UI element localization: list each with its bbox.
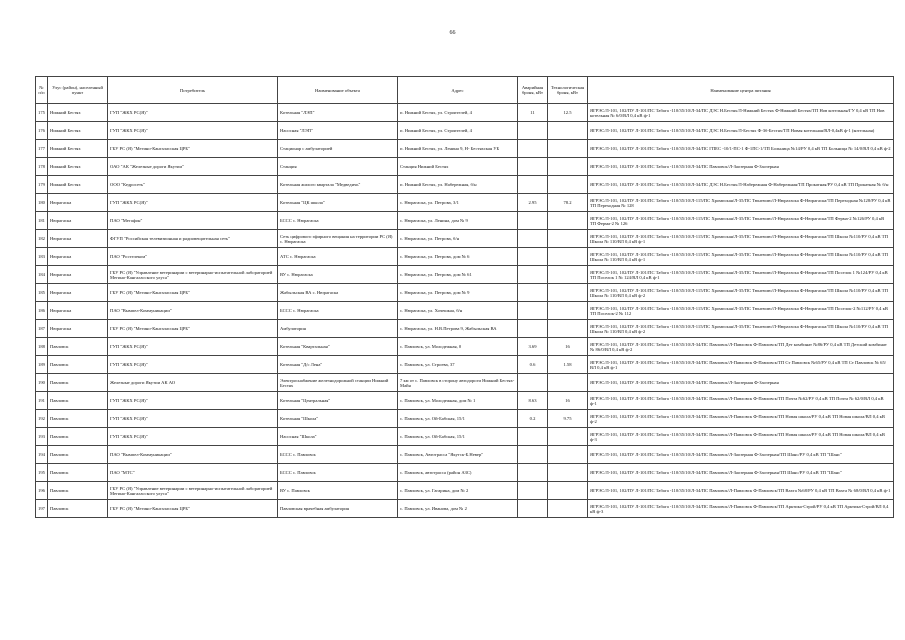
cell-object: Котельная "ЛЭП" (278, 104, 398, 122)
cell-number: 180 (36, 194, 48, 212)
cell-district: Нижний Бестях (48, 176, 108, 194)
cell-object: Котельная жилого квартала "Медведичь" (278, 176, 398, 194)
cell-object: Котельная "Д/с Лена" (278, 356, 398, 374)
cell-address: 7 км от с. Павловск в сторону автодороги Нижний Бестях-Майя (398, 374, 518, 392)
cell-technological-reserve (548, 230, 588, 248)
cell-emergency-reserve (518, 248, 548, 266)
table-row (36, 500, 894, 518)
table-row (36, 140, 894, 158)
table-row (36, 392, 894, 410)
cell-technological-reserve (548, 140, 588, 158)
cell-address: с. Нюрагаска, ул. Петрова, дом № 6 (398, 248, 518, 266)
table-row (36, 446, 894, 464)
cell-emergency-reserve: 11 (518, 104, 548, 122)
cell-object: Жабыльская ВА с. Нюрагаска (278, 284, 398, 302)
cell-object: Котельная "Квартальная" (278, 338, 398, 356)
cell-power-center: ЯГРЭС/Л-101, 102/ПУ Л-101/ПС Табага -110/35/10/Л-34/ПС Павловск/Л-Павловск Ф-Павловск/ТП Новая школа/РУ 0,4 кВ ТП Новая школа/ВЛ 0,4 кВ ф-2 (588, 410, 894, 428)
cell-address: с. Павловск, ул. Ой-Бабская, 15/1 (398, 428, 518, 446)
cell-object: БССС с. Павловск (278, 446, 398, 464)
cell-address: с. Нюрагаска, ул. Н.В.Петрова 9, Жабыльская ВА (398, 320, 518, 338)
cell-object: Станция (278, 158, 398, 176)
cell-technological-reserve: 16 (548, 338, 588, 356)
cell-district: Павловск (48, 374, 108, 392)
cell-consumer: ГУП "ЖКХ РС(Я)" (108, 122, 278, 140)
cell-number: 192 (36, 410, 48, 428)
cell-object: Насосная "ЛЭП" (278, 122, 398, 140)
cell-district: Нюрагаска (48, 248, 108, 266)
cell-technological-reserve: 78.2 (548, 194, 588, 212)
cell-technological-reserve: 1.58 (548, 356, 588, 374)
cell-consumer: ПАО "Мегафон" (108, 212, 278, 230)
cell-number: 186 (36, 302, 48, 320)
cell-number: 178 (36, 158, 48, 176)
cell-district: Нюрагаска (48, 230, 108, 248)
cell-power-center: ЯГРЭС/Л-101, 102/ПУ Л-101/ПС Табага -110/35/10/Л-115/ПС Хромпская/Л-35/ПС Тюнгюлю/Л-Нюрагаска Ф-Нюрагаска/ТП Поселок-2 №112/РУ 0,4 кВ ТП Поселок-2 № 112 (588, 302, 894, 320)
cell-power-center: ЯГРЭС/Л-101, 102/ПУ Л-101/ПС Табага -110/35/10/Л-34/ПС Павловск/Л-Заозерная Ф-Заозерная (588, 374, 894, 392)
cell-object: Амбулатория (278, 320, 398, 338)
cell-emergency-reserve (518, 464, 548, 482)
cell-district: Павловск (48, 482, 108, 500)
cell-consumer: ГБУ РС (Я) "Управление ветеринарии с ветеринарно-испытательной лабораторией Мегино-Кангаласского улуса" (108, 266, 278, 284)
cell-object: БССС с. Павловск (278, 464, 398, 482)
cell-consumer: ПАО "МТС" (108, 464, 278, 482)
cell-power-center: ЯГРЭС/Л-101, 102/ПУ Л-101/ПС Табага -110/35/10/Л-34/ПС ГПЕС -10/1-ПС-1 Ф-1ПС-1/ТП Больница №14/РУ 0,4 кВ ТП Больница № 14/0/ВЛ 0,4 кВ ф-2 (588, 140, 894, 158)
cell-technological-reserve: 12.5 (548, 104, 588, 122)
cell-district: Павловск (48, 338, 108, 356)
cell-consumer: ПАО "Вымпел-Коммуникации" (108, 446, 278, 464)
cell-technological-reserve (548, 176, 588, 194)
cell-number: 179 (36, 176, 48, 194)
cell-emergency-reserve: 3.69 (518, 338, 548, 356)
table-row (36, 464, 894, 482)
cell-address: п. Нижний Бестях, ул. Набережная, б/н (398, 176, 518, 194)
cell-address: с. Нюрагаска, ул. Хочешкаа, б/н (398, 302, 518, 320)
table-row (36, 284, 894, 302)
cell-number: 177 (36, 140, 48, 158)
cell-power-center: ЯГРЭС/Л-101, 102/ПУ Л-101/ПС Табага -110/35/10/Л-34/ПС Павловск/Л-Заозерная Ф-Заозерная (588, 158, 894, 176)
cell-district: Нюрагаска (48, 284, 108, 302)
table-row (36, 194, 894, 212)
cell-consumer: ГУП "ЖКХ РС(Я)" (108, 356, 278, 374)
cell-power-center: ЯГРЭС/Л-101, 102/ПУ Л-101/ПС Табага -110/35/10/Л-34/ПС ДЭС Н.Бестях/Л-Нижний Бестях Ф-Нижний Бестях/ТП Нов котельная/ГУ 0,4 кВ ТП Нов котельная № 6/0/ВЛ 0,4 кВ ф-1 (588, 104, 894, 122)
cell-consumer: ГУП "ЖКХ РС(Я)" (108, 392, 278, 410)
cell-object: АТС с. Нюрагаска (278, 248, 398, 266)
cell-district: Нюрагаска (48, 194, 108, 212)
table-row (36, 482, 894, 500)
cell-emergency-reserve: 8.63 (518, 392, 548, 410)
cell-consumer: ОАО "АК "Железные дороги Якутии" (108, 158, 278, 176)
cell-address: с. Павловск, ул. Молодежная, 0 (398, 338, 518, 356)
cell-consumer: ГБУ РС (Я) "Управление ветеринарии с ветеринарно-испытательной лабораторией Мегино-Кангаласского улуса" (108, 482, 278, 500)
table-row (36, 320, 894, 338)
cell-number: 190 (36, 374, 48, 392)
cell-district: Павловск (48, 356, 108, 374)
cell-consumer: ООО "Кедросеть" (108, 176, 278, 194)
table-row (36, 158, 894, 176)
cell-consumer: ГБУ РС (Я) "Мегино-Кангаласская ЦРБ" (108, 284, 278, 302)
cell-emergency-reserve (518, 230, 548, 248)
cell-power-center: ЯГРЭС/Л-101, 102/ПУ Л-101/ПС Табага -110/35/10/Л-34/ПС Павловск/Л-Павловск Ф-Павловск/ТП Новая школа/РУ 0,4 кВ ТП Новая школа/ВЛ 0,4 кВ ф-3 (588, 428, 894, 446)
cell-consumer: ФГУП "Российская телевизионная и радиовещательная сеть" (108, 230, 278, 248)
cell-emergency-reserve (518, 302, 548, 320)
cell-number: 197 (36, 500, 48, 518)
cell-consumer: ГБУ РС (Я) "Мегино-Кангаласская ЦРБ" (108, 140, 278, 158)
cell-number: 181 (36, 212, 48, 230)
cell-district: Нюрагаска (48, 302, 108, 320)
cell-object: Котельная "Школа" (278, 410, 398, 428)
cell-consumer: ПАО "Вымпел-Коммуникации" (108, 302, 278, 320)
cell-power-center: ЯГРЭС/Л-101, 102/ПУ Л-101/ПС Табага -110/35/10/Л-115/ПС Хромпская/Л-35/ПС Тюнгюлю/Л-Нюрагаска Ф-Нюрагаска/ТП Школа №110/РУ 0,4 кВ ТП Школа № 110/ВЛ 0,4 кВ ф-1 (588, 230, 894, 248)
table-row (36, 248, 894, 266)
cell-power-center: ЯГРЭС/Л-101, 102/ПУ Л-101/ПС Табага -110/35/10/Л-34/ПС Павловск/Л-Павловск Ф-Павловск/ТП Ст Павловск №65/РУ 0,4 кВ ТП Ст Павловск № 65/ВЛ 0,4 кВ ф-1 (588, 356, 894, 374)
cell-object: ВУ с. Нюрагаска (278, 266, 398, 284)
cell-address: п. Нижний Бестях, ул. Ленина 9, Н- Бестяхская УБ (398, 140, 518, 158)
cell-power-center: ЯГРЭС/Л-101, 102/ПУ Л-101/ПС Табага -110/35/10/Л-115/ПС Хромпская/Л-35/ПС Тюнгюлю/Л-Нюрагаска Ф-Нюрагаска/ТП Школа №110/РУ 0,4 кВ ТП Школа № 110/ВЛ 0,4 кВ ф-2 (588, 320, 894, 338)
cell-power-center: ЯГРЭС/Л-101, 102/ПУ Л-101/ПС Табага -110/35/10/Л-115/ПС Хромпская/Л-35/ПС Тюнгюлю/Л-Нюрагаска Ф-Нюрагаска/ТП Поселок 1 №124/РУ 0,4 кВ ТП Поселок 1 № 124/ВЛ 0,4 кВ ф-1 (588, 266, 894, 284)
cell-technological-reserve (548, 122, 588, 140)
cell-technological-reserve (548, 248, 588, 266)
cell-technological-reserve: 16 (548, 392, 588, 410)
cell-technological-reserve (548, 320, 588, 338)
cell-consumer: ГБУ РС (Я) "Мегино-Кангаласская ЦРБ" (108, 500, 278, 518)
cell-object: Электроснабжение железнодорожной станции Нижний Бестях (278, 374, 398, 392)
cell-technological-reserve (548, 374, 588, 392)
cell-power-center: ЯГРЭС/Л-101, 102/ПУ Л-101/ПС Табага -110/35/10/Л-34/ПС Павловск/Л-Заозерная Ф-Заозерная/ТП Шанс/РУ 0,4 кВ ТП "Шанс" (588, 464, 894, 482)
table-row (36, 266, 894, 284)
cell-power-center: ЯГРЭС/Л-101, 102/ПУ Л-101/ПС Табага -110/35/10/Л-34/ПС ДЭС Н.Бестях/Л-Набережная Ф-Набережная/ТП Прокатная/РУ 0,4 кВ ТП Прокатная № б/н (588, 176, 894, 194)
cell-technological-reserve (548, 302, 588, 320)
cell-emergency-reserve: 0.6 (518, 356, 548, 374)
cell-district: Павловск (48, 392, 108, 410)
column-header-object: Наименование объекта (278, 77, 398, 104)
cell-district: Павловск (48, 464, 108, 482)
cell-object: Котельная "Центральная" (278, 392, 398, 410)
column-header-power-center: Наименование центра питания (588, 77, 894, 104)
cell-district: Павловск (48, 428, 108, 446)
table-row (36, 356, 894, 374)
cell-object: Стационар с амбулаторией (278, 140, 398, 158)
cell-district: Нюрагаска (48, 212, 108, 230)
cell-power-center: ЯГРЭС/Л-101, 102/ПУ Л-101/ПС Табага -110/35/10/Л-34/ПС Павловск/Л-Заозерная Ф-Заозерная/ТП Шанс/РУ 0,4 кВ ТП "Шанс" (588, 446, 894, 464)
cell-consumer: ГБУ РС (Я) "Мегино-Кангаласская ЦРБ" (108, 320, 278, 338)
cell-technological-reserve (548, 428, 588, 446)
cell-emergency-reserve (518, 140, 548, 158)
cell-district: Павловск (48, 500, 108, 518)
cell-number: 191 (36, 392, 48, 410)
cell-number: 187 (36, 320, 48, 338)
table-row (36, 410, 894, 428)
column-header-consumer: Потребитель (108, 77, 278, 104)
table-row (36, 122, 894, 140)
cell-power-center: ЯГРЭС/Л-101, 102/ПУ Л-101/ПС Табага -110/35/10/Л-34/ПС Павловск/Л-Павловск Ф-Павловск/ТП Вахта №68/РУ 0,4 кВ ТП Вахта № 68/0/ВЛ 0,4 кВ ф-1 (588, 482, 894, 500)
cell-address: п. Нижний Бестях, ул. Строителей, 4 (398, 122, 518, 140)
cell-power-center: ЯГРЭС/Л-101, 102/ПУ Л-101/ПС Табага -110/35/10/Л-34/ПС Павловск/Л-Павловск Ф-Павловск/ТП Арктика-Строй/РУ 0,4 кВ ТП Арктика-Строй/ВЛ 0,4 кВ ф-3 (588, 500, 894, 518)
cell-consumer: ГУП "ЖКХ РС(Я)" (108, 104, 278, 122)
cell-district: Павловск (48, 410, 108, 428)
cell-district: Нижний Бестях (48, 140, 108, 158)
cell-technological-reserve (548, 464, 588, 482)
cell-object: Насосная "Школа" (278, 428, 398, 446)
cell-technological-reserve (548, 482, 588, 500)
cell-number: 183 (36, 248, 48, 266)
cell-number: 194 (36, 446, 48, 464)
cell-number: 182 (36, 230, 48, 248)
cell-number: 189 (36, 356, 48, 374)
cell-address: с. Нюрагаска, ул. Петрова, дом № 9 (398, 284, 518, 302)
cell-technological-reserve: 9.75 (548, 410, 588, 428)
cell-object: ВУ с. Павловск (278, 482, 398, 500)
column-header-number: № п/п (36, 77, 48, 104)
cell-number: 184 (36, 266, 48, 284)
cell-district: Нижний Бестях (48, 122, 108, 140)
cell-emergency-reserve (518, 320, 548, 338)
table-header-row (36, 77, 894, 104)
cell-address: с. Павловск, ул. Ой-Бабская, 15/1 (398, 410, 518, 428)
cell-address: с. Павловск, ул. Строева, 37 (398, 356, 518, 374)
cell-consumer: ПАО "Ростелеком" (108, 248, 278, 266)
cell-object: БССС с. Нюрагаска (278, 302, 398, 320)
cell-number: 195 (36, 464, 48, 482)
cell-emergency-reserve: 0.2 (518, 410, 548, 428)
page-number: 66 (449, 30, 456, 36)
cell-number: 175 (36, 104, 48, 122)
cell-technological-reserve (548, 284, 588, 302)
cell-consumer: ГУП "ЖКХ РС(Я)" (108, 428, 278, 446)
cell-emergency-reserve (518, 446, 548, 464)
cell-address: с. Павловск, ул. Молодежная, дом № 1 (398, 392, 518, 410)
table-row (36, 374, 894, 392)
cell-object: Котельная "ЦК школа" (278, 194, 398, 212)
cell-district: Павловск (48, 446, 108, 464)
table-row (36, 338, 894, 356)
table-row (36, 176, 894, 194)
cell-emergency-reserve (518, 428, 548, 446)
cell-address: с. Павловск, Автотрасса "Якутск-Б.Невер" (398, 446, 518, 464)
cell-number: 176 (36, 122, 48, 140)
table-row (36, 212, 894, 230)
cell-emergency-reserve (518, 158, 548, 176)
cell-number: 193 (36, 428, 48, 446)
column-header-district: Улус (район), населенный пункт (48, 77, 108, 104)
cell-consumer: ГУП "ЖКХ РС(Я)" (108, 338, 278, 356)
cell-power-center: ЯГРЭС/Л-101, 102/ПУ Л-101/ПС Табага -110/35/10/Л-34/ПС ДЭС Н.Бестях/Л-Бестях Ф-3б-Бестях/ТП Новая котельная/ВЛ-0,4кВ ф-1 (котельная) (588, 122, 894, 140)
cell-address: с. Нюрагаска, ул. Петрова, б/н (398, 230, 518, 248)
cell-technological-reserve (548, 266, 588, 284)
cell-technological-reserve (548, 158, 588, 176)
cell-address: с. Павловск, автотрасса (район АЗС) (398, 464, 518, 482)
cell-number: 185 (36, 284, 48, 302)
cell-technological-reserve (548, 500, 588, 518)
column-header-address: Адрес (398, 77, 518, 104)
cell-district: Нижний Бестях (48, 104, 108, 122)
cell-emergency-reserve (518, 266, 548, 284)
table-row (36, 104, 894, 122)
cell-emergency-reserve (518, 482, 548, 500)
cell-number: 196 (36, 482, 48, 500)
cell-consumer: ГУП "ЖКХ РС(Я)" (108, 194, 278, 212)
column-header-emergency-reserve: Аварийная броня, кВт (518, 77, 548, 104)
cell-emergency-reserve: 2.95 (518, 194, 548, 212)
cell-power-center: ЯГРЭС/Л-101, 102/ПУ Л-101/ПС Табага -110/35/10/Л-34/ПС Павловск/Л-Павловск Ф-Павловск/ТП Дет комбинат №86/РУ 0,4 кВ ТП Детский комбинат № 86/0/ВЛ 0,4 кВ ф-2 (588, 338, 894, 356)
cell-address: с. Нюрагаска, ул. Ленина, дом № 9 (398, 212, 518, 230)
table-body (36, 104, 894, 518)
cell-power-center: ЯГРЭС/Л-101, 102/ПУ Л-101/ПС Табага -110/35/10/Л-115/ПС Хромпская/Л-35/ПС Тюнгюлю/Л-Нюрагаска Ф-Нюрагаска/ТП Школа №110/РУ 0,4 кВ ТП Школа № 110/ВЛ 0,4 кВ ф-2 (588, 284, 894, 302)
cell-object: БССС с. Нюрагаска (278, 212, 398, 230)
cell-object: Сеть цифрового эфирного вещания на территории РС (Я) с. Нюрагаска (278, 230, 398, 248)
cell-district: Нюрагаска (48, 266, 108, 284)
cell-emergency-reserve (518, 212, 548, 230)
cell-number: 188 (36, 338, 48, 356)
table-row (36, 230, 894, 248)
column-header-technological-reserve: Технологическая броня, кВт (548, 77, 588, 104)
cell-district: Нюрагаска (48, 320, 108, 338)
cell-address: с. Павловск, ул. Иванова, дом № 2 (398, 500, 518, 518)
cell-address: с. Нюрагаска, ул. Петрова, 3/1 (398, 194, 518, 212)
cell-technological-reserve (548, 446, 588, 464)
cell-address: Станция Нижний Бестях (398, 158, 518, 176)
data-table (35, 76, 894, 518)
cell-power-center: ЯГРЭС/Л-101, 102/ПУ Л-101/ПС Табага -110/35/10/Л-115/ПС Хромпская/Л-35/ПС Тюнгюлю/Л-Нюрагаска Ф-Нюрагаска/ТП Переходная №128/РУ 0,4 кВ ТП Переходная № 128 (588, 194, 894, 212)
table-row (36, 428, 894, 446)
cell-emergency-reserve (518, 122, 548, 140)
cell-emergency-reserve (518, 284, 548, 302)
cell-address: с. Павловск, ул. Гагарина, дом № 2 (398, 482, 518, 500)
cell-consumer: Железные дороги Якутии АК АО (108, 374, 278, 392)
cell-district: Нижний Бестях (48, 158, 108, 176)
cell-power-center: ЯГРЭС/Л-101, 102/ПУ Л-101/ПС Табага -110/35/10/Л-115/ПС Хромпская/Л-35/ПС Тюнгюлю/Л-Нюрагаска Ф-Нюрагаска/ТП Школа №110/РУ 0,4 кВ ТП Школа № 110/ВЛ 0,4 кВ ф-1 (588, 248, 894, 266)
table-row (36, 302, 894, 320)
cell-power-center: ЯГРЭС/Л-101, 102/ПУ Л-101/ПС Табага -110/35/10/Л-115/ПС Хромпская/Л-35/ПС Тюнгюлю/Л-Нюрагаска Ф-Нюрагаска/ТП Ферма-2 №126/РУ 0,4 кВ ТП Ферма-2 № 126 (588, 212, 894, 230)
cell-address: с. Нюрагаска, ул. Петрова, дом № 61 (398, 266, 518, 284)
cell-address: п. Нижний Бестях, ул. Строителей, 4 (398, 104, 518, 122)
cell-power-center: ЯГРЭС/Л-101, 102/ПУ Л-101/ПС Табага -110/35/10/Л-34/ПС Павловск/Л-Павловск Ф-Павловск/ТП Почта №62/РУ 0,4 кВ ТП Почта № 62/0/ВЛ 0,4 кВ ф-1 (588, 392, 894, 410)
cell-emergency-reserve (518, 500, 548, 518)
cell-consumer: ГУП "ЖКХ РС(Я)" (108, 410, 278, 428)
cell-emergency-reserve (518, 374, 548, 392)
cell-object: Павловская врачебная амбулатория (278, 500, 398, 518)
cell-technological-reserve (548, 212, 588, 230)
cell-emergency-reserve (518, 176, 548, 194)
